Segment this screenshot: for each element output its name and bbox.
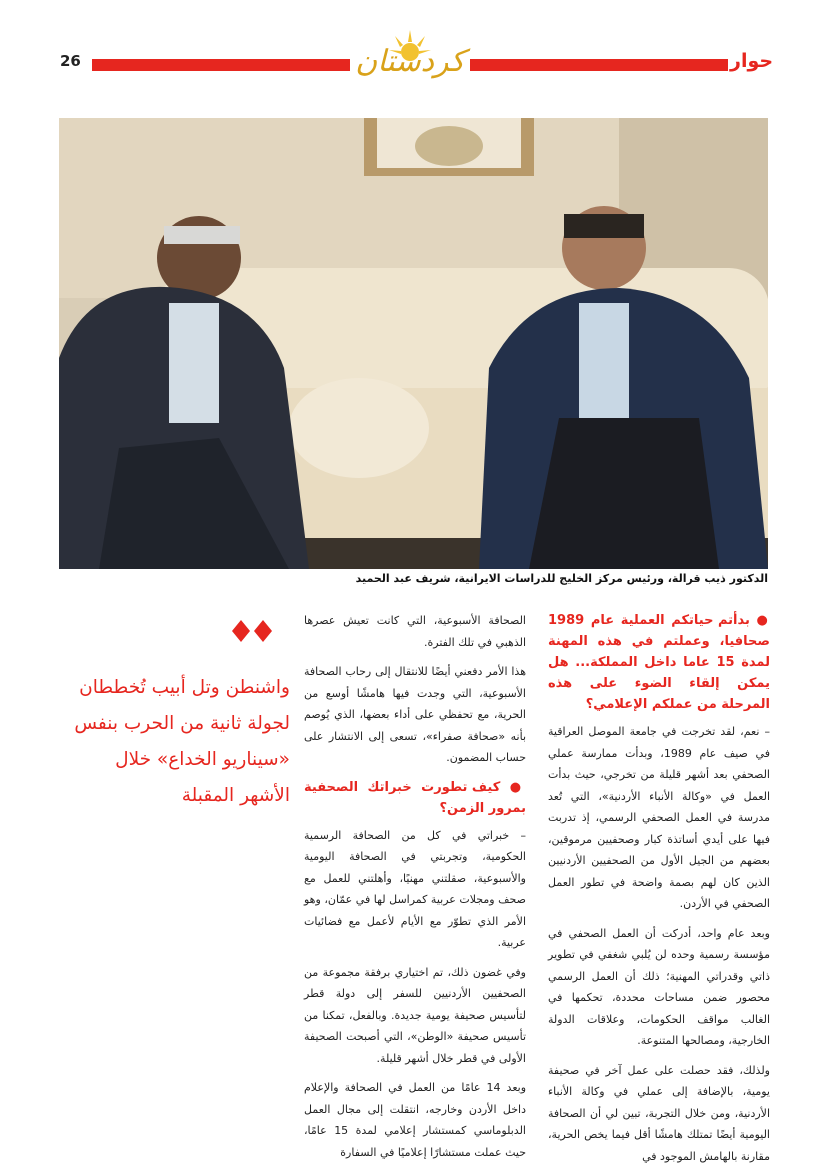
interview-question xyxy=(304,777,526,819)
paragraph: هذا الأمر دفعني أيضًا للانتقال إلى رحاب الصحافة الأسبوعية، التي وجدت فيها هامشًا أوسع من الحرية، مع تحفظي على أداء بعضها، الذي يُوصم بأنه «صحافة صفراء»، تسعى إلى الانتشار على حساب المضمون. xyxy=(304,665,526,764)
paragraph: – خبراتي في كل من الصحافة الرسمية الحكومية، وتجربتي في الصحافة اليومية والأسبوعية، صقلتني مهنيًا، وأهلتني للعمل مع صحف ومجلات عربية كمراسل لها في عمّان، وهو الأمر الذي تطوّر مع الأيام لأعمل مع فضائيات عربية. xyxy=(304,828,526,949)
paragraph: – نعم، لقد تخرجت في جامعة الموصل العراقية في صيف عام 1989، وبدأت ممارسة عملي الصحفي بعد أشهر قليلة من تخرجي، حيث بدأت العمل في «وكالة الأنباء الأردنية»، التي تُعد مدرسة في العمل الصحفي الرسمي، إذ تدربت فيها على أيدي أساتذة كبار وصحفيين مرموقين، بعضهم من الجيل الأول من الصحفيين الأردنيين الذين كان لهم بصمة واضحة في تطور العمل الصحفي في الأردن. xyxy=(548,725,770,910)
logo-wordmark: كردستان xyxy=(355,44,465,79)
header-rule-right xyxy=(470,59,728,71)
bullet-dot-icon: ● xyxy=(500,779,526,795)
paragraph: الصحافة الأسبوعية، التي كانت تعيش عصرها الذهبي في تلك الفترة. xyxy=(304,614,526,649)
page-number: 26 xyxy=(60,52,81,70)
interview-photo xyxy=(59,118,768,569)
section-label: حوار xyxy=(730,50,774,72)
interview-photo-illustration xyxy=(59,118,768,569)
paragraph: وبعد 14 عامًا من العمل في الصحافة والإعلام داخل الأردن وخارجه، انتقلت إلى مجال العمل الدبلوماسي كمستشار إعلامي لمدة 15 عامًا، حيث عملت مستشارًا إعلاميًا في السفارة xyxy=(304,1081,527,1159)
header-rule-left xyxy=(92,59,350,71)
article-column-right xyxy=(548,610,770,1175)
decorative-diamonds xyxy=(230,618,274,644)
paragraph: وفي غضون ذلك، تم اختياري برفقة مجموعة من الصحفيين الأردنيين للسفر إلى دولة قطر لتأسيس صحيفة يومية جديدة. وبالفعل، تمكنا من تأسيس صحيفة «الوطن»، التي أصبحت الصحيفة الأولى في قطر خلال أشهر قليلة. xyxy=(304,965,526,1065)
paragraph: ولذلك، فقد حصلت على عمل آخر في صحيفة يومية، بالإضافة إلى عملي في وكالة الأنباء الأردنية، ومن خلال التجربة، تبين لي أن الصحافة اليومية أيضًا تمتلك هامشًا أقل فيما يخص الحرية، مقارنة بالهامش الموجود في xyxy=(548,1063,770,1163)
paragraph: وبعد عام واحد، أدركت أن العمل الصحفي في مؤسسة رسمية وحده لن يُلبي شغفي في تطوير ذاتي وقدراتي المهنية؛ ذلك أن العمل الرسمي محصور ضمن مساحات محددة، تحكمها في الغالب مواقف الحكومات، وعلاقات الدولة الخارجية، ومصالحها المتنوعة. xyxy=(548,926,770,1047)
page-header xyxy=(0,0,827,110)
photo-caption: الدكتور ذيب قرالة، ورئيس مركز الخليج للدراسات الايرانية، شريف عبد الحميد xyxy=(355,572,768,585)
pull-quote: واشنطن وتل أبيب تُخططان لجولة ثانية من الحرب بنفس «سيناريو الخداع» خلال الأشهر المقبلة xyxy=(74,677,290,806)
bullet-dot-icon: ● xyxy=(749,613,770,628)
interview-question xyxy=(548,610,770,715)
question-text: كيف تطورت خبراتك الصحفية بمرور الزمن؟ xyxy=(304,779,526,816)
diamond-ornament-icon xyxy=(230,618,274,644)
article-column-middle xyxy=(304,610,526,1171)
question-text: بدأتم حياتكم العملية عام 1989 صحافيا، وعملتم في هذه المهنة لمدة 15 عاما داخل المملكة... هل يمكن إلقاء الضوء على هذه المرحلة من عملكم الإعلامي؟ xyxy=(548,613,770,712)
magazine-logo xyxy=(355,22,465,92)
